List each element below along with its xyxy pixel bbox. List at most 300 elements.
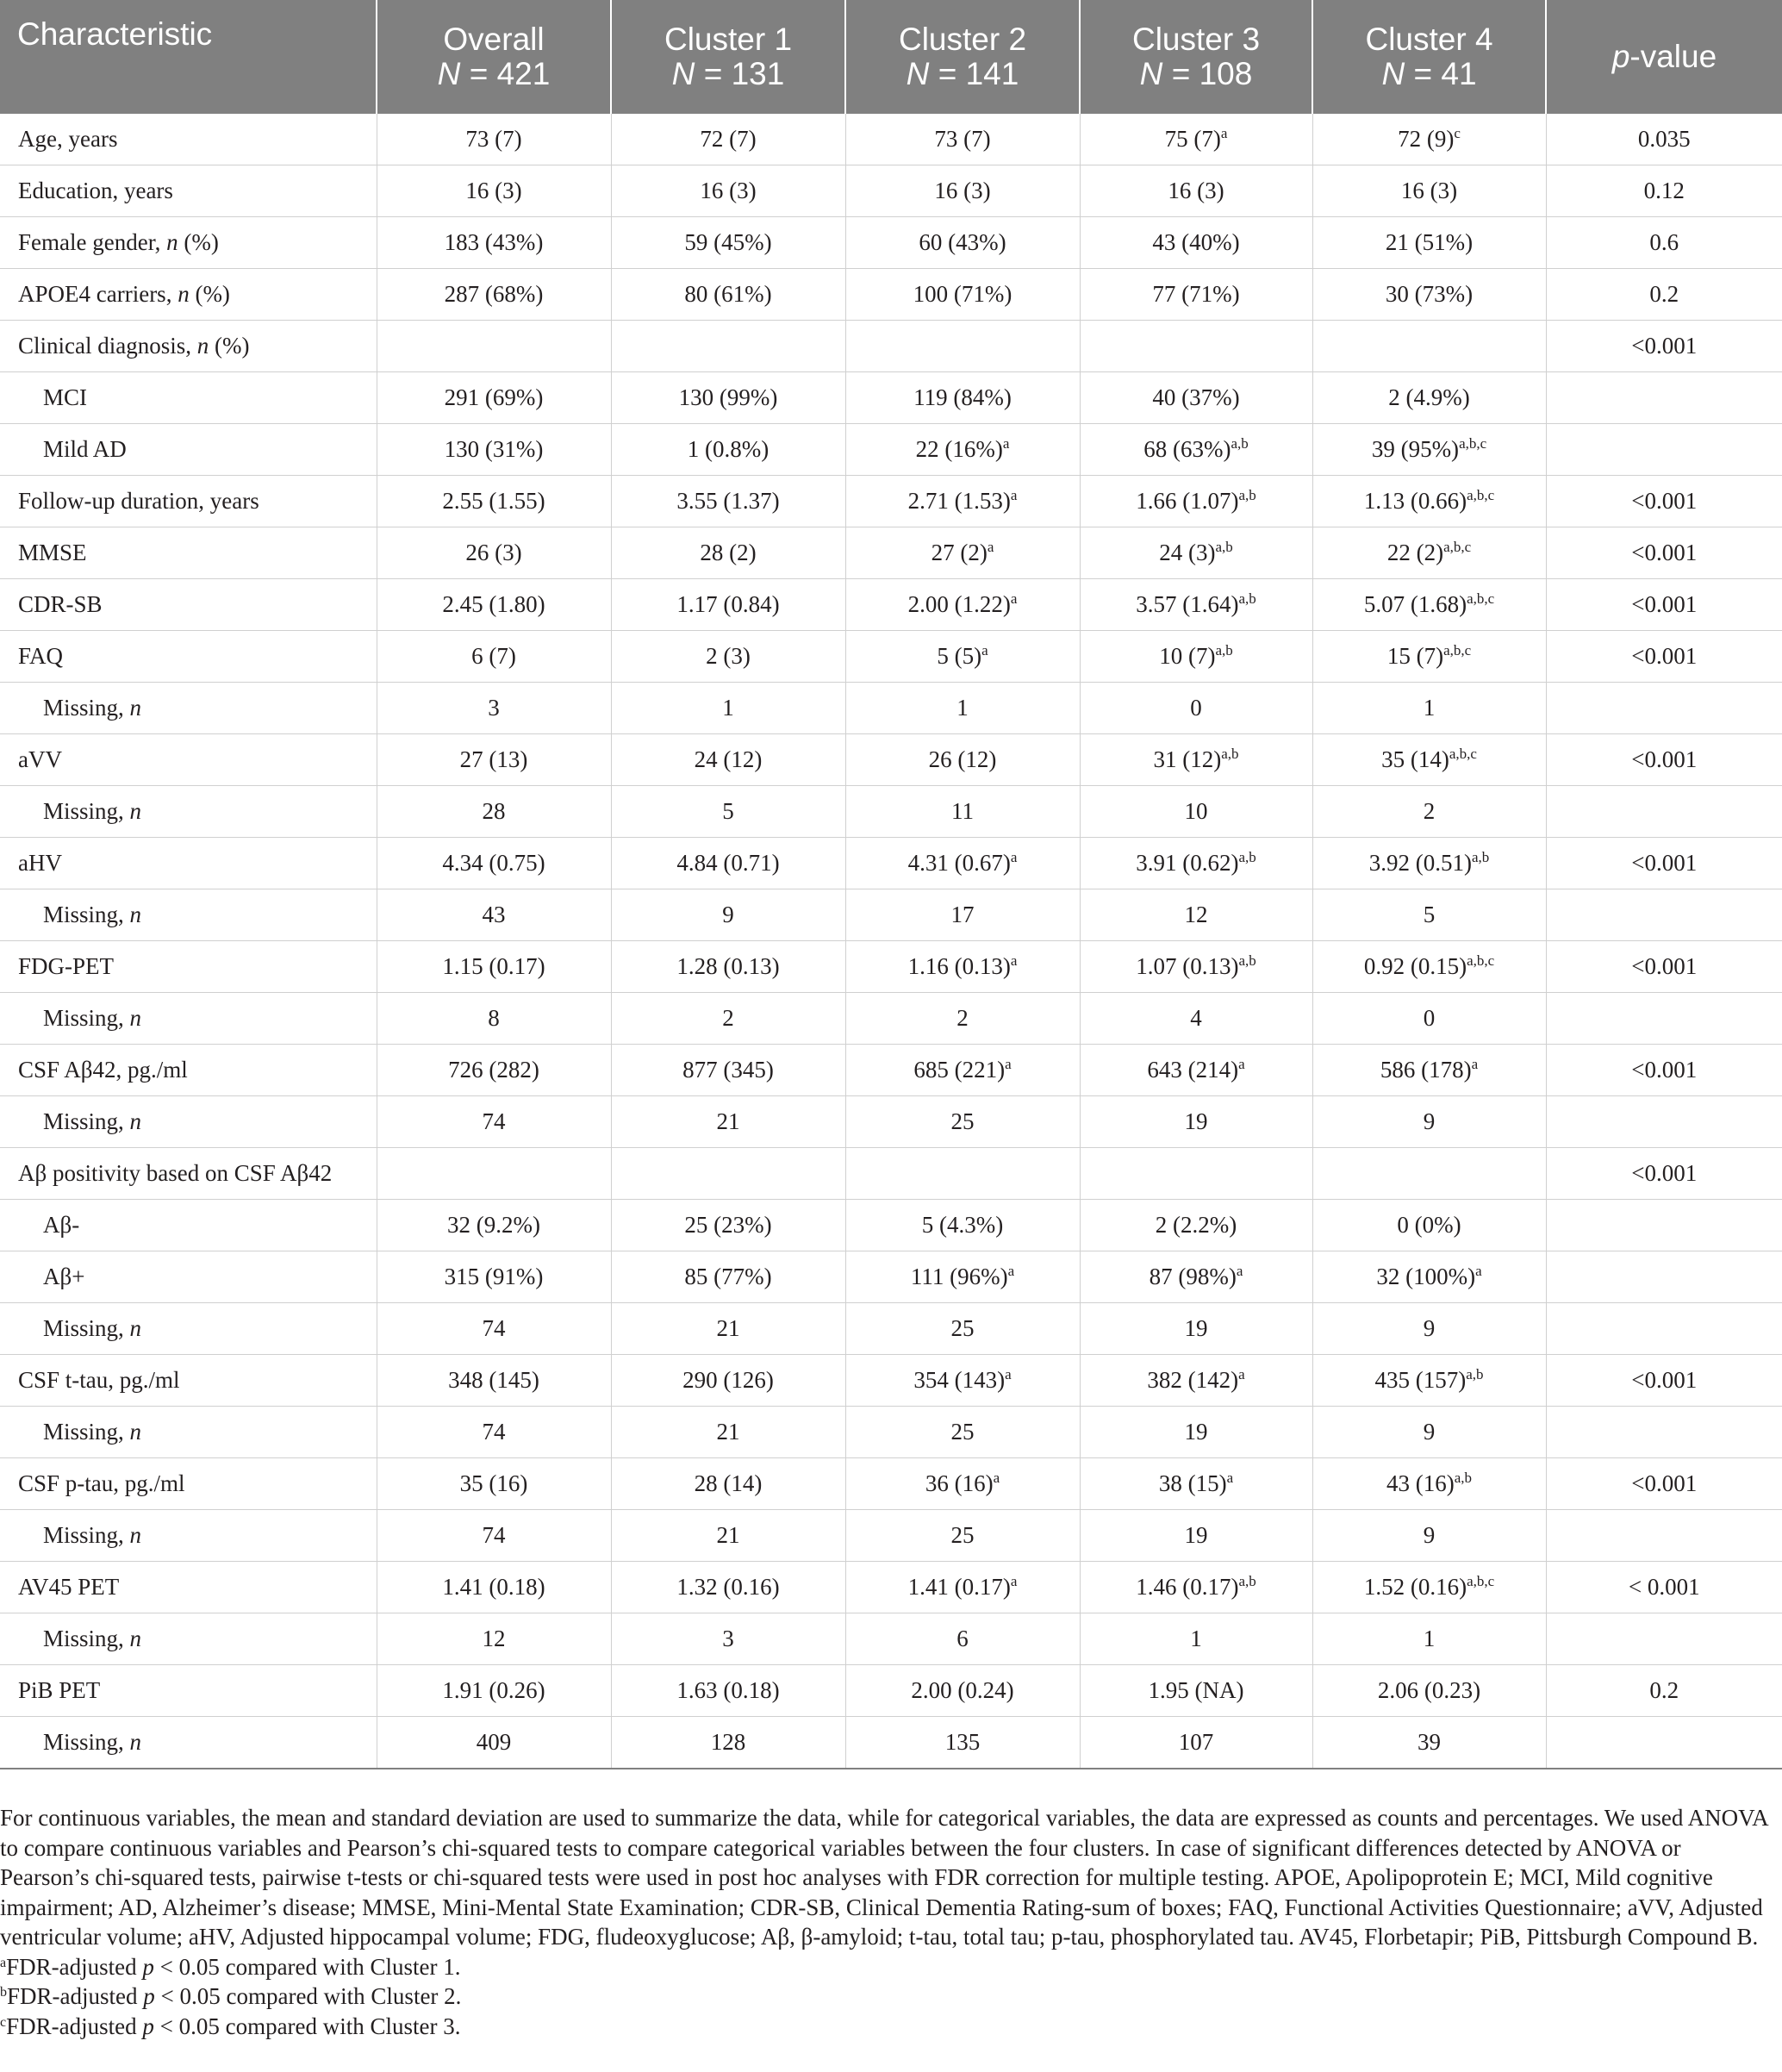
table-row: [0, 269, 1782, 321]
table-cell: [1080, 321, 1312, 372]
table-cell: [1080, 1200, 1312, 1251]
footnote-text: < 0.05 compared with Cluster 3.: [153, 2013, 461, 2039]
cell-value: 2 (2.2%): [1155, 1212, 1237, 1238]
table-cell: [377, 1458, 611, 1510]
significance-mark: a: [1010, 487, 1018, 503]
table-cell: [1312, 1407, 1546, 1458]
cell-value: 36 (16): [925, 1470, 994, 1496]
table-row: [0, 734, 1782, 786]
table-row: [0, 321, 1782, 372]
table-cell: [611, 683, 845, 734]
cell-value: 9: [1423, 1419, 1436, 1445]
table-cell: [377, 269, 611, 321]
table-cell: [611, 1096, 845, 1148]
cell-value: 1: [722, 695, 734, 721]
cell-value: 10 (7): [1159, 643, 1216, 669]
row-label: [0, 1510, 377, 1562]
cell-value: 2 (4.9%): [1388, 384, 1470, 410]
row-label: [0, 1717, 377, 1769]
row-label: [0, 1251, 377, 1303]
cell-value: 348 (145): [448, 1367, 539, 1393]
header-col-n: N = 108: [1139, 56, 1253, 91]
row-label-italic: n: [129, 1419, 142, 1445]
p-value-cell: <0.001: [1546, 941, 1782, 993]
cell-value: 74: [482, 1419, 506, 1445]
row-label: [0, 786, 377, 838]
table-cell: [1312, 1096, 1546, 1148]
table-cell: [1312, 1613, 1546, 1665]
row-label-text: Missing,: [43, 1419, 130, 1445]
table-cell: [1312, 1303, 1546, 1355]
table-cell: [611, 1613, 845, 1665]
row-label: [0, 1355, 377, 1407]
table-cell: [845, 993, 1080, 1045]
significance-mark: a: [981, 642, 988, 658]
table-cell: [377, 683, 611, 734]
cell-value: 21: [716, 1108, 740, 1134]
table-cell: [1080, 1510, 1312, 1562]
cell-value: 586 (178): [1380, 1057, 1472, 1083]
cell-value: 15 (7): [1386, 643, 1444, 669]
header-col-label: Cluster 1: [664, 22, 793, 57]
footnotes: [0, 1952, 1775, 2042]
header-col-n: N = 141: [906, 56, 1019, 91]
table-row: [0, 372, 1782, 424]
table-cell: [1312, 1355, 1546, 1407]
table-row: [0, 579, 1782, 631]
table-cell: [1080, 1303, 1312, 1355]
table-row: [0, 1510, 1782, 1562]
p-value-cell: 0.2: [1546, 269, 1782, 321]
table-cell: [845, 786, 1080, 838]
row-label: [0, 1303, 377, 1355]
table-cell: [611, 734, 845, 786]
table-cell: [845, 734, 1080, 786]
cell-value: 435 (157): [1374, 1367, 1467, 1393]
table-cell: [845, 165, 1080, 217]
p-value-cell: [1546, 683, 1782, 734]
cell-value: 0: [1190, 695, 1202, 721]
cell-value: 35 (14): [1381, 746, 1449, 772]
table-cell: [1312, 683, 1546, 734]
table-cell: [1312, 786, 1546, 838]
table-row: [0, 1717, 1782, 1769]
table-cell: [1312, 1717, 1546, 1769]
table-cell: [377, 1148, 611, 1200]
table-cell: [1080, 1717, 1312, 1769]
table-cell: [377, 114, 611, 165]
row-label-text: CSF t-tau, pg./ml: [18, 1367, 180, 1393]
table-cell: [377, 476, 611, 527]
row-label-text: Aβ-: [43, 1212, 80, 1238]
cell-value: 0: [1423, 1005, 1436, 1031]
cell-value: 22 (16%): [915, 436, 1003, 462]
table-cell: [1312, 579, 1546, 631]
cell-value: 25: [950, 1522, 975, 1548]
row-label-text: Missing,: [43, 1005, 130, 1031]
table-cell: [845, 683, 1080, 734]
table-cell: [377, 889, 611, 941]
p-value-cell: 0.035: [1546, 114, 1782, 165]
cell-value: 24 (12): [694, 746, 763, 772]
cell-value: 9: [1423, 1522, 1436, 1548]
footnote-italic: p: [142, 1953, 154, 1980]
cell-value: 32 (9.2%): [447, 1212, 540, 1238]
table-cell: [845, 1407, 1080, 1458]
table-cell: [1312, 1510, 1546, 1562]
significance-mark: a: [1010, 849, 1018, 865]
p-value-cell: <0.001: [1546, 838, 1782, 889]
table-cell: [1312, 1458, 1546, 1510]
cell-value: 290 (126): [682, 1367, 774, 1393]
row-label: [0, 1096, 377, 1148]
cell-value: 21: [716, 1522, 740, 1548]
header-cluster-3: [1080, 0, 1312, 114]
table-cell: [1312, 269, 1546, 321]
row-label-text: FDG-PET: [18, 953, 115, 979]
row-label: [0, 527, 377, 579]
p-value-cell: [1546, 1717, 1782, 1769]
table-cell: [845, 1355, 1080, 1407]
table-cell: [377, 372, 611, 424]
table-cell: [1312, 372, 1546, 424]
cell-value: 40 (37%): [1152, 384, 1240, 410]
cell-value: 1.07 (0.13): [1136, 953, 1239, 979]
table-cell: [611, 1407, 845, 1458]
cell-value: 24 (3): [1159, 540, 1216, 565]
table-cell: [1312, 321, 1546, 372]
p-value-cell: [1546, 1096, 1782, 1148]
cell-value: 2.55 (1.55): [442, 488, 545, 514]
table-cell: [845, 1251, 1080, 1303]
row-label-italic: n: [129, 1522, 142, 1548]
row-label-text: CSF p-tau, pg./ml: [18, 1470, 185, 1496]
significance-mark: a: [1002, 435, 1010, 452]
cell-value: 16 (3): [1168, 178, 1224, 203]
significance-mark: a: [1475, 1263, 1482, 1279]
table-row: [0, 114, 1782, 165]
table-row: [0, 1458, 1782, 1510]
table-cell: [377, 993, 611, 1045]
cell-value: 26 (3): [465, 540, 522, 565]
row-label-italic: n: [129, 1729, 142, 1755]
table-cell: [1312, 1562, 1546, 1613]
cell-value: 1.63 (0.18): [676, 1677, 780, 1703]
table-cell: [1080, 1562, 1312, 1613]
table-cell: [1080, 786, 1312, 838]
cell-value: 1.91 (0.26): [442, 1677, 545, 1703]
table-cell: [611, 1355, 845, 1407]
table-cell: [611, 1045, 845, 1096]
table-cell: [1312, 114, 1546, 165]
significance-mark: a: [1005, 1056, 1012, 1072]
cell-value: 130 (31%): [444, 436, 544, 462]
cell-value: 2.00 (0.24): [911, 1677, 1014, 1703]
row-label-suffix: (%): [189, 281, 230, 307]
cell-value: 4.31 (0.67): [907, 850, 1011, 876]
p-value-cell: <0.001: [1546, 579, 1782, 631]
table-cell: [611, 1200, 845, 1251]
table-cell: [377, 1562, 611, 1613]
row-label-text: FAQ: [18, 643, 64, 669]
row-label-text: Aβ+: [43, 1264, 85, 1289]
table-cell: [377, 579, 611, 631]
p-value-cell: 0.2: [1546, 1665, 1782, 1717]
table-cell: [377, 941, 611, 993]
cell-value: 2.00 (1.22): [907, 591, 1011, 617]
table-cell: [611, 1303, 845, 1355]
table-cell: [377, 1096, 611, 1148]
row-label: [0, 683, 377, 734]
table-cell: [1080, 993, 1312, 1045]
table-cell: [1080, 1355, 1312, 1407]
table-cell: [845, 838, 1080, 889]
table-cell: [377, 1251, 611, 1303]
p-value-cell: [1546, 372, 1782, 424]
row-label-italic: n: [129, 798, 142, 824]
row-label-text: Female gender,: [18, 229, 167, 255]
table-cell: [1312, 993, 1546, 1045]
p-value-cell: <0.001: [1546, 321, 1782, 372]
table-cell: [845, 941, 1080, 993]
table-cell: [845, 1096, 1080, 1148]
cell-value: 25: [950, 1315, 975, 1341]
header-col-n: N = 41: [1381, 56, 1477, 91]
table-cell: [845, 1665, 1080, 1717]
table-cell: [611, 1251, 845, 1303]
row-label-text: Missing,: [43, 1626, 130, 1651]
cell-value: 12: [482, 1626, 506, 1651]
table-row: [0, 1613, 1782, 1665]
cell-value: 4.84 (0.71): [676, 850, 780, 876]
table-cell: [611, 889, 845, 941]
row-label-text: AV45 PET: [18, 1574, 120, 1600]
table-cell: [377, 838, 611, 889]
row-label: [0, 476, 377, 527]
row-label-text: Missing,: [43, 695, 130, 721]
footnote-text: FDR-adjusted: [6, 1953, 143, 1980]
table-cell: [377, 1200, 611, 1251]
cell-value: 73 (7): [934, 126, 991, 152]
row-label: [0, 1200, 377, 1251]
row-label-text: Mild AD: [43, 436, 127, 462]
table-cell: [611, 1717, 845, 1769]
row-label: [0, 1613, 377, 1665]
header-cluster-2: [845, 0, 1080, 114]
header-col-n: N = 131: [671, 56, 785, 91]
cell-value: 315 (91%): [444, 1264, 544, 1289]
table-cell: [1080, 269, 1312, 321]
p-value-cell: [1546, 1510, 1782, 1562]
cell-value: 5: [1423, 902, 1436, 927]
cell-value: 1.13 (0.66): [1363, 488, 1467, 514]
p-value-cell: <0.001: [1546, 1045, 1782, 1096]
table-row: [0, 1200, 1782, 1251]
table-row: [0, 165, 1782, 217]
row-label-text: CDR-SB: [18, 591, 103, 617]
p-value-cell: [1546, 993, 1782, 1045]
cell-value: 43: [482, 902, 506, 927]
cell-value: 1.66 (1.07): [1136, 488, 1239, 514]
row-label-suffix: (%): [209, 333, 250, 359]
significance-mark: a,b: [1238, 590, 1256, 607]
table-cell: [611, 321, 845, 372]
footnote: [0, 2012, 1775, 2042]
cell-value: 35 (16): [459, 1470, 528, 1496]
row-label-italic: n: [129, 1626, 142, 1651]
cell-value: 111 (96%): [910, 1264, 1008, 1289]
cell-value: 3: [722, 1626, 734, 1651]
cell-value: 19: [1184, 1419, 1208, 1445]
row-label-text: Follow-up duration, years: [18, 488, 259, 514]
table-cell: [377, 321, 611, 372]
cell-value: 5 (4.3%): [921, 1212, 1004, 1238]
significance-mark: a: [1238, 1366, 1245, 1382]
row-label: [0, 734, 377, 786]
cell-value: 128: [710, 1729, 746, 1755]
table-row: [0, 1096, 1782, 1148]
significance-mark: a: [1471, 1056, 1479, 1072]
cell-value: 2: [722, 1005, 734, 1031]
cell-value: 28 (2): [700, 540, 757, 565]
row-label-italic: n: [129, 1005, 142, 1031]
cell-value: 135: [944, 1729, 981, 1755]
significance-mark: a,b: [1466, 1366, 1484, 1382]
cell-value: 27 (2): [931, 540, 988, 565]
table-header: [0, 0, 1782, 114]
table-cell: [377, 1407, 611, 1458]
significance-mark: a,b: [1238, 487, 1256, 503]
row-label-text: APOE4 carriers,: [18, 281, 178, 307]
row-label-italic: n: [178, 281, 190, 307]
table-cell: [611, 1458, 845, 1510]
header-row: [0, 0, 1782, 114]
cell-value: 1.28 (0.13): [676, 953, 780, 979]
cell-value: 19: [1184, 1522, 1208, 1548]
cell-value: 19: [1184, 1108, 1208, 1134]
table-cell: [1080, 1665, 1312, 1717]
cell-value: 685 (221): [913, 1057, 1006, 1083]
cell-value: 25 (23%): [684, 1212, 772, 1238]
table-cell: [1080, 838, 1312, 889]
table-row: [0, 1407, 1782, 1458]
table-cell: [611, 941, 845, 993]
table-cell: [377, 217, 611, 269]
cell-value: 5.07 (1.68): [1363, 591, 1467, 617]
table-cell: [377, 1717, 611, 1769]
p-value-cell: <0.001: [1546, 1458, 1782, 1510]
header-cluster-4: [1312, 0, 1546, 114]
table-cell: [1312, 1665, 1546, 1717]
cell-value: 2.45 (1.80): [442, 591, 545, 617]
p-value-cell: [1546, 889, 1782, 941]
cell-value: 1: [1423, 695, 1436, 721]
table-cell: [611, 424, 845, 476]
cell-value: 1.41 (0.18): [442, 1574, 545, 1600]
table-body: [0, 114, 1782, 1769]
p-value-cell: [1546, 1613, 1782, 1665]
table-cell: [611, 786, 845, 838]
table-cell: [611, 114, 845, 165]
row-label: [0, 1562, 377, 1613]
table-cell: [1080, 631, 1312, 683]
row-label-text: MMSE: [18, 540, 87, 565]
cell-value: 382 (142): [1147, 1367, 1239, 1393]
cell-value: 5: [722, 798, 734, 824]
table-cell: [845, 527, 1080, 579]
table-cell: [611, 1148, 845, 1200]
table-cell: [611, 1562, 845, 1613]
footnote-italic: p: [142, 2013, 154, 2039]
table-cell: [845, 631, 1080, 683]
table-cell: [377, 786, 611, 838]
table-cell: [1080, 372, 1312, 424]
cell-value: 73 (7): [465, 126, 522, 152]
table-cell: [1080, 734, 1312, 786]
row-label-text: Age, years: [18, 126, 118, 152]
table-cell: [377, 1510, 611, 1562]
cell-value: 1.32 (0.16): [676, 1574, 780, 1600]
cell-value: 72 (9): [1398, 126, 1455, 152]
header-col-label: Cluster 2: [898, 22, 1027, 57]
significance-mark: a,b: [1238, 952, 1256, 969]
footnote-text: < 0.05 compared with Cluster 1.: [153, 1953, 461, 1980]
table-cell: [1080, 476, 1312, 527]
cell-value: 287 (68%): [444, 281, 544, 307]
table-cell: [845, 321, 1080, 372]
table-cell: [611, 217, 845, 269]
row-label: [0, 1665, 377, 1717]
cell-value: 74: [482, 1315, 506, 1341]
row-label-text: CSF Aβ42, pg./ml: [18, 1057, 188, 1083]
cell-value: 1: [1423, 1626, 1436, 1651]
table-row: [0, 683, 1782, 734]
significance-mark: a,b: [1471, 849, 1490, 865]
cell-value: 11: [951, 798, 974, 824]
table-cell: [1312, 1148, 1546, 1200]
table-cell: [611, 1510, 845, 1562]
row-label: [0, 838, 377, 889]
cell-value: 39 (95%): [1371, 436, 1460, 462]
table-cell: [845, 1045, 1080, 1096]
table-cell: [1312, 889, 1546, 941]
footnote-text: FDR-adjusted: [7, 1983, 144, 2009]
significance-mark: a,b: [1454, 1470, 1473, 1486]
table-notes: [0, 1803, 1775, 2041]
row-label-text: aVV: [18, 746, 62, 772]
table-cell: [845, 1562, 1080, 1613]
significance-mark: a: [1005, 1366, 1012, 1382]
cell-value: 28 (14): [694, 1470, 763, 1496]
table-cell: [1312, 1251, 1546, 1303]
significance-mark: c: [1454, 125, 1461, 141]
p-value-cell: 0.6: [1546, 217, 1782, 269]
cell-value: 119 (84%): [913, 384, 1012, 410]
cell-value: 75 (7): [1164, 126, 1221, 152]
table-cell: [1312, 838, 1546, 889]
row-label-text: Aβ positivity based on CSF Aβ42: [18, 1160, 333, 1186]
cell-value: 291 (69%): [444, 384, 544, 410]
footnote: [0, 1952, 1775, 1982]
significance-mark: a,b,c: [1459, 435, 1487, 452]
table-cell: [611, 1665, 845, 1717]
table-row: [0, 424, 1782, 476]
table-cell: [611, 527, 845, 579]
cell-value: 1.17 (0.84): [676, 591, 780, 617]
row-label-text: Missing,: [43, 1108, 130, 1134]
cell-value: 9: [1423, 1315, 1436, 1341]
footnote-text: FDR-adjusted: [6, 2013, 143, 2039]
